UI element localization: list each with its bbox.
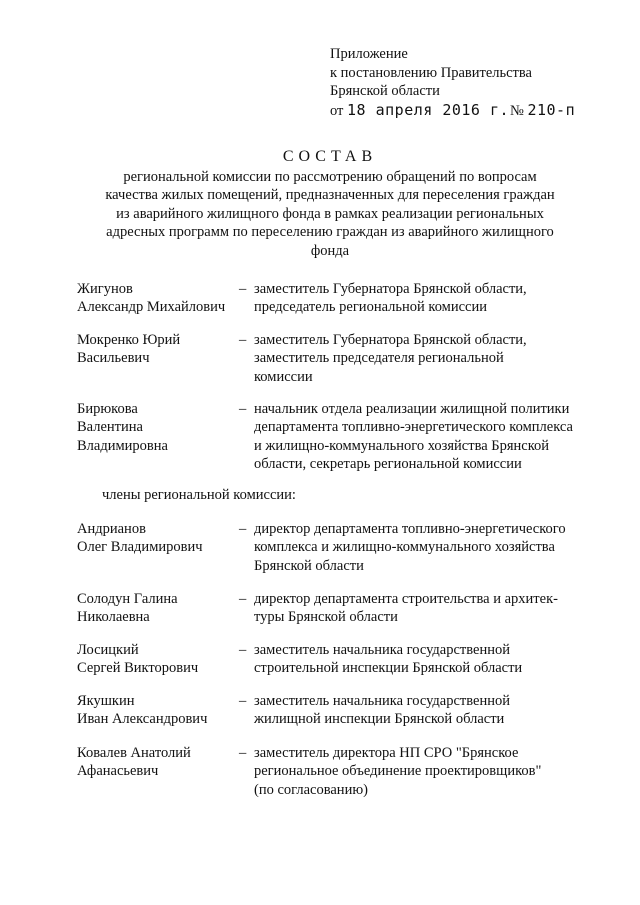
member-role: заместитель начальника государственной жилищной инспекции Брянской области	[254, 693, 510, 728]
appendix-dateline	[330, 100, 576, 121]
dash: –	[239, 591, 247, 607]
member-name: Андрианов Олег Владимирович	[77, 521, 203, 556]
subtitle-line: качества жилых помещений, предназначенных для переселения граждан	[105, 187, 555, 204]
dash: –	[239, 642, 247, 658]
dash: –	[239, 521, 247, 537]
dash: –	[239, 745, 247, 761]
dash: –	[239, 401, 247, 417]
appendix-label: Приложение	[330, 46, 408, 62]
date-prefix: от	[330, 102, 344, 119]
member-name: Бирюкова Валентина Владимировна	[77, 401, 168, 454]
members-section-label: члены региональной комиссии:	[102, 487, 296, 503]
dash: –	[239, 332, 247, 348]
member-role: заместитель директора НП СРО "Брянское региональное объединение проектировщиков" (по согласованию)	[254, 745, 542, 798]
number-value: 210-п	[527, 100, 576, 119]
member-role: заместитель Губернатора Брянской области, заместитель председателя региональной комиссии	[254, 332, 527, 385]
title-block	[80, 146, 580, 260]
member-name: Ковалев Анатолий Афанасьевич	[77, 745, 191, 780]
member-name: Жигунов Александр Михайлович	[77, 281, 226, 316]
document-subtitle	[80, 168, 580, 260]
appendix-region: Брянской области	[330, 83, 440, 99]
appendix-resolution-ref: к постановлению Правительства	[330, 64, 532, 81]
dash: –	[239, 693, 247, 709]
dash: –	[239, 281, 247, 297]
subtitle-line: региональной комиссии по рассмотрению обращений по вопросам	[123, 169, 537, 185]
number-prefix: №	[510, 102, 524, 119]
date-value: 18 апреля 2016 г.	[347, 100, 510, 119]
document-number	[510, 101, 575, 121]
subtitle-line: из аварийного жилищного фонда в рамках реализации региональных	[116, 205, 544, 222]
appendix-header	[330, 45, 576, 121]
member-role: директор департамента строительства и архитек- туры Брянской области	[254, 591, 558, 626]
member-name: Мокренко Юрий Васильевич	[77, 332, 181, 367]
member-role: начальник отдела реализации жилищной политики департамента топливно-энергетического комплекса и жилищно-коммунального хозяйства Брянской области, секретарь региональной комиссии	[254, 401, 573, 473]
member-name: Лосицкий Сергей Викторович	[77, 642, 199, 677]
member-name: Солодун Галина Николаевна	[77, 591, 178, 626]
member-role: заместитель Губернатора Брянской области, председатель региональной комиссии	[254, 281, 527, 316]
member-role: директор департамента топливно-энергетического комплекса и жилищно-коммунального хозяйства Брянской области	[254, 521, 566, 574]
subtitle-line: адресных программ по переселению граждан из аварийного жилищного	[106, 224, 554, 241]
document-title: СОСТАВ	[282, 148, 378, 165]
member-name: Якушкин Иван Александрович	[77, 693, 208, 728]
subtitle-line: фонда	[310, 242, 350, 259]
member-role: заместитель начальника государственной строительной инспекции Брянской области	[254, 642, 523, 677]
